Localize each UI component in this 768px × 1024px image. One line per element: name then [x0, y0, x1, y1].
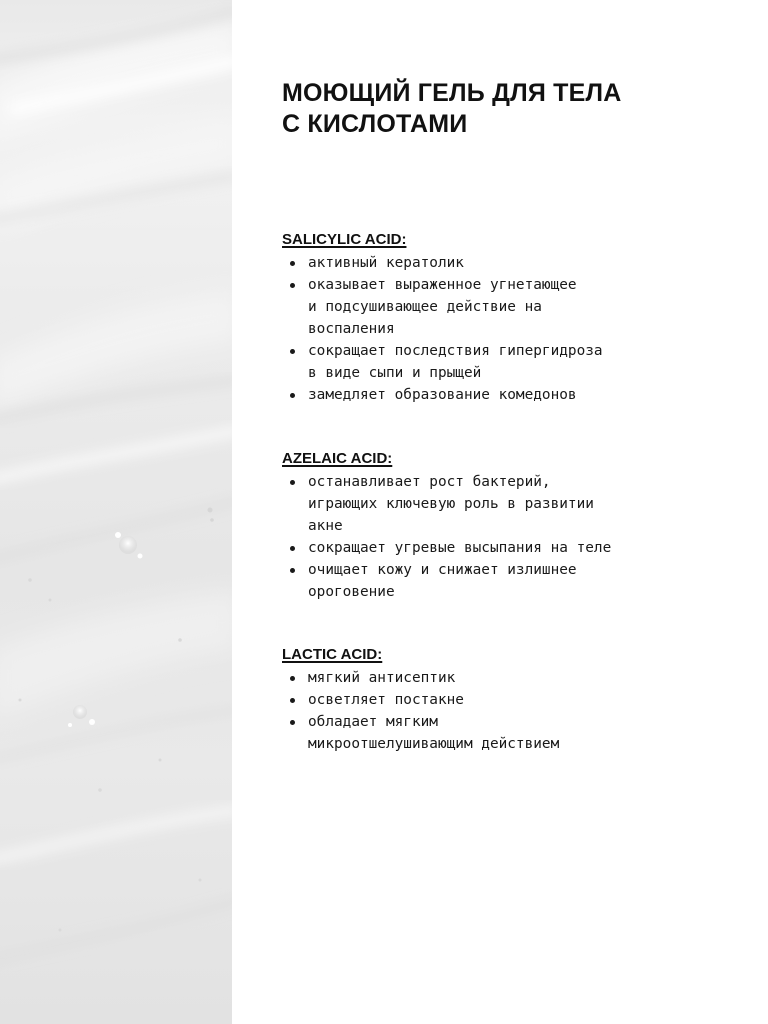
list-item-text: оказывает выраженное угнетающее: [308, 277, 577, 293]
list-item: [282, 711, 752, 755]
list-item: [282, 340, 752, 384]
cream-texture-graphic: [0, 0, 232, 1024]
list-item-text: микроотшелушивающим действием: [308, 736, 560, 752]
bullet-dot-icon: [290, 676, 295, 681]
section-salicylic-acid: [282, 230, 752, 406]
list-item-text: замедляет образование комедонов: [308, 387, 577, 403]
list-item-text: очищает кожу и снижает излишнее: [308, 562, 577, 578]
title-line: МОЮЩИЙ ГЕЛЬ ДЛЯ ТЕЛА: [282, 79, 622, 107]
title-line: С КИСЛОТАМИ: [282, 110, 468, 138]
bullet-dot-icon: [290, 349, 295, 354]
main-content: [282, 78, 752, 752]
section-heading: LACTIC ACID:: [282, 646, 383, 663]
bullet-dot-icon: [290, 568, 295, 573]
bullet-dot-icon: [290, 261, 295, 266]
list-item: [282, 537, 752, 559]
bullet-list: [282, 471, 752, 603]
list-item-text: осветляет постакне: [308, 692, 464, 708]
cream-texture-image: [0, 0, 232, 1024]
list-item: [282, 274, 752, 340]
section-heading: SALICYLIC ACID:: [282, 231, 407, 248]
list-item-text: сокращает последствия гипергидроза: [308, 343, 603, 359]
list-item-text: ороговение: [308, 584, 395, 600]
list-item: [282, 667, 752, 689]
list-item-text: сокращает угревые высыпания на теле: [308, 540, 612, 556]
list-item-text: и подсушивающее действие на: [308, 299, 542, 315]
bullet-dot-icon: [290, 283, 295, 288]
list-item-text: активный кератолик: [308, 255, 464, 271]
bullet-dot-icon: [290, 480, 295, 485]
list-item: [282, 384, 752, 406]
section-lactic-acid: [282, 645, 752, 755]
list-item: [282, 471, 752, 537]
bullet-dot-icon: [290, 698, 295, 703]
list-item-text: акне: [308, 518, 343, 534]
list-item: [282, 559, 752, 603]
bullet-dot-icon: [290, 393, 295, 398]
list-item-text: воспаления: [308, 321, 395, 337]
bullet-list: [282, 667, 752, 755]
section-azelaic-acid: [282, 449, 752, 603]
bullet-list: [282, 252, 752, 406]
list-item: [282, 252, 752, 274]
section-heading: AZELAIC ACID:: [282, 450, 393, 467]
list-item-text: в виде сыпи и прыщей: [308, 365, 482, 381]
list-item-text: играющих ключевую роль в развитии: [308, 496, 594, 512]
page-title: [282, 78, 752, 140]
bullet-dot-icon: [290, 720, 295, 725]
list-item-text: останавливает рост бактерий,: [308, 474, 551, 490]
list-item-text: мягкий антисептик: [308, 670, 456, 686]
list-item: [282, 689, 752, 711]
bullet-dot-icon: [290, 546, 295, 551]
list-item-text: обладает мягким: [308, 714, 438, 730]
